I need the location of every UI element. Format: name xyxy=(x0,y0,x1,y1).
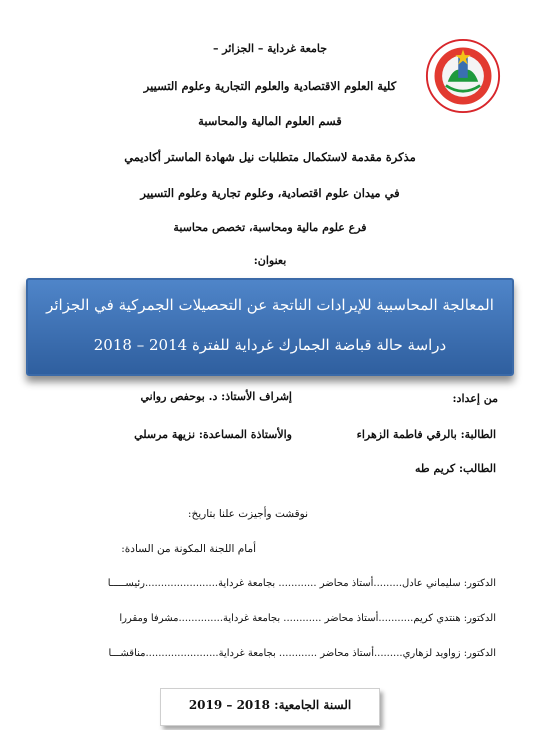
subject-label: بعنوان: xyxy=(253,254,287,267)
university-name: جامعة غرداية – الجزائر – xyxy=(212,42,328,55)
committee-row: الدكتور: سليماني عادل.........أستاذ محاضر ............ بجامعة غرداية.......................رئيســـــا xyxy=(107,578,496,589)
branch-statement: فرع علوم مالية ومحاسبة، تخصص محاسبة xyxy=(173,221,367,234)
thesis-title-line1: المعالجة المحاسبية للإيرادات الناتجة عن التحصيلات الجمركية في الجزائر xyxy=(46,296,494,314)
memo-statement: مذكرة مقدمة لاستكمال متطلبات نيل شهادة الماستر أكاديمي xyxy=(124,150,416,164)
academic-year: السنة الجامعية: 2018 – 2019 xyxy=(188,698,352,712)
committee-row: الدكتور: زواويد لزهاري.........أستاذ محاضر ............ بجامعة غرداية.......................مناقشـــا xyxy=(108,648,496,659)
faculty-name: كلية العلوم الاقتصادية والعلوم التجارية وعلوم التسيير xyxy=(143,79,397,93)
field-statement: في ميدان علوم اقتصادية، وعلوم تجارية وعلوم التسيير xyxy=(140,186,400,200)
assistant-line: والأستاذة المساعدة: نزيهة مرسلي xyxy=(134,428,292,441)
thesis-title-line2: دراسة حالة قباضة الجمارك غرداية للفترة 2014 – 2018 xyxy=(93,336,447,354)
prepared-by-label: من إعداد: xyxy=(452,392,498,405)
thesis-title-box xyxy=(26,278,514,376)
student-1-line: الطالبة: بالرقي فاطمة الزهراء xyxy=(356,428,496,441)
supervisor-line: إشراف الأستاذ: د. بوحفص رواني xyxy=(140,390,292,403)
defense-date-label: نوقشت وأجيزت علنا بتاريخ: xyxy=(187,508,308,520)
department-name: قسم العلوم المالية والمحاسبة xyxy=(198,114,342,128)
committee-row: الدكتور: هنتدي كريم...........أستاذ محاضر ............ بجامعة غرداية..............مشرفا ومقررا xyxy=(119,613,496,624)
committee-label: أمام اللجنة المكونة من السادة: xyxy=(121,543,256,555)
student-2-line: الطالب: كريم طه xyxy=(415,462,496,475)
academic-year-box xyxy=(160,688,380,726)
